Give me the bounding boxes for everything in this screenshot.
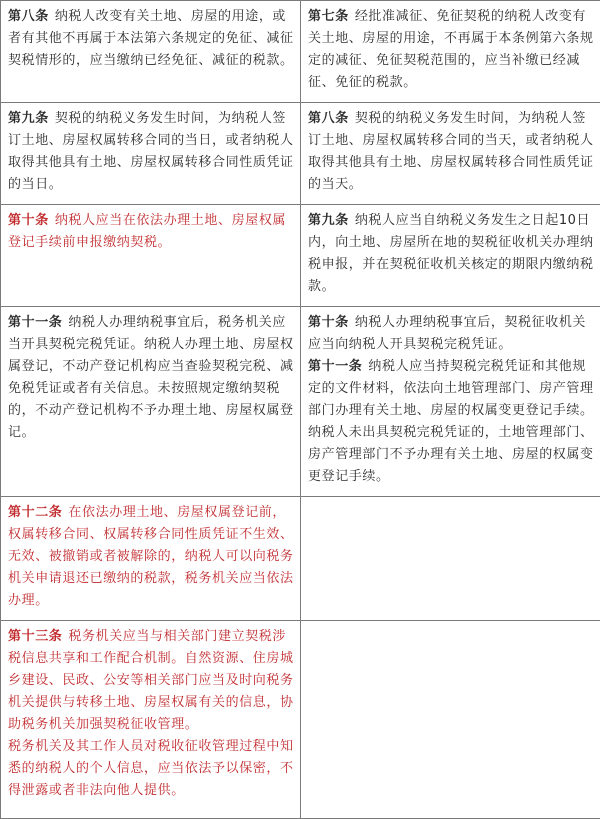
article-number: 第十二条 (8, 505, 62, 520)
article-text: 契税的纳税义务发生时间，为纳税人签订土地、房屋权属转移合同的当天，或者纳税人取得其他具有土地、房屋权属转移合同性质凭证的当天。 (308, 111, 594, 192)
article-text: 税务机关应当与相关部门建立契税涉税信息共享和工作配合机制。自然资源、住房城乡建设、民政、公安等相关部门应当及时向税务机关提供与转移土地、房屋权属有关的信息，协助税务机关加强契税征收管理。 (8, 629, 294, 732)
article-text: 纳税人应当在依法办理土地、房屋权属登记手续前申报缴纳契税。 (8, 213, 286, 250)
old-regulation-cell (301, 103, 600, 205)
old-regulation-cell (301, 205, 600, 307)
article-text: 纳税人办理纳税事宜后，契税征收机关应当向纳税人开具契税完税凭证。 (308, 315, 586, 352)
article-number: 第十一条 (8, 315, 62, 330)
article-text: 在依法办理土地、房屋权属登记前，权属转移合同、权属转移合同性质凭证不生效、无效、被撤销或者被解除的，纳税人可以向税务机关申请退还已缴纳的税款，税务机关应当依法办理。 (8, 505, 294, 608)
article-text: 纳税人办理纳税事宜后，税务机关应当开具契税完税凭证。纳税人办理土地、房屋权属登记，不动产登记机构应当查验契税完税、减免税凭证或者有关信息。未按照规定缴纳契税的，不动产登记机构不予办理土地、房屋权属登记。 (8, 315, 294, 440)
empty-cell (301, 497, 600, 621)
new-law-cell (1, 1, 301, 103)
old-regulation-cell (301, 307, 600, 497)
table-row (1, 205, 600, 307)
new-law-cell (1, 205, 301, 307)
new-law-cell (1, 497, 301, 621)
article-text: 纳税人改变有关土地、房屋的用途，或者有其他不再属于本法第六条规定的免征、减征契税情形的，应当缴纳已经免征、减征的税款。 (8, 9, 294, 68)
article-number: 第十三条 (8, 629, 62, 644)
article-number: 第十一条 (308, 359, 362, 374)
new-law-cell (1, 307, 301, 497)
old-regulation-cell (301, 1, 600, 103)
new-law-cell (1, 621, 301, 819)
article-number: 第八条 (8, 9, 49, 24)
empty-cell (301, 621, 600, 819)
table-row (1, 497, 600, 621)
article-number: 第八条 (308, 111, 349, 126)
article-number: 第七条 (308, 9, 349, 24)
article-text: 纳税人应当持契税完税凭证和其他规定的文件材料，依法向土地管理部门、房产管理部门办理有关土地、房屋的权属变更登记手续。纳税人未出具契税完税凭证的，土地管理部门、房产管理部门不予办理有关土地、房屋的权属变更登记手续。 (308, 359, 594, 484)
article-text: 经批准减征、免征契税的纳税人改变有关土地、房屋的用途，不再属于本条例第六条规定的减征、免征契税范围的，应当补缴已经减征、免征的税款。 (308, 9, 594, 90)
table-row (1, 621, 600, 819)
new-law-cell (1, 103, 301, 205)
article-number: 第十条 (8, 213, 49, 228)
article-number: 第十条 (308, 315, 349, 330)
table-row (1, 307, 600, 497)
article-number: 第九条 (308, 213, 349, 228)
table-row (1, 1, 600, 103)
article-text: 纳税人应当自纳税义务发生之日起10日内，向土地、房屋所在地的契税征收机关办理纳税申报，并在契税征收机关核定的期限内缴纳税款。 (308, 213, 594, 294)
article-text: 契税的纳税义务发生时间，为纳税人签订土地、房屋权属转移合同的当日，或者纳税人取得其他具有土地、房屋权属转移合同性质凭证的当日。 (8, 111, 294, 192)
article-number: 第九条 (8, 111, 49, 126)
article-text-paragraph-2: 税务机关及其工作人员对税收征收管理过程中知悉的纳税人的个人信息，应当依法予以保密，不得泄露或者非法向他人提供。 (8, 736, 294, 802)
table-row (1, 103, 600, 205)
